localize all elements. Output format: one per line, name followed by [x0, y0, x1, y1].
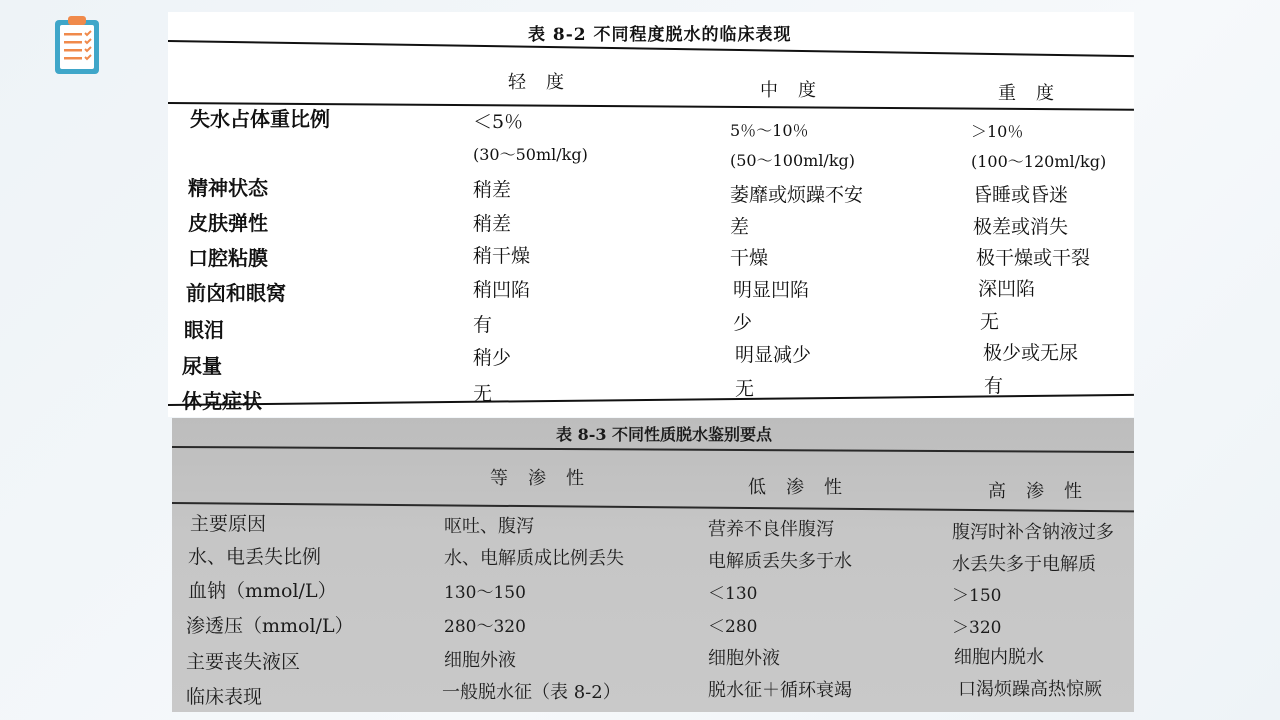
- table-cell: 有: [984, 375, 1004, 397]
- row-label: 尿量: [182, 354, 222, 378]
- table-8-2-sheet: [168, 12, 1134, 417]
- table-cell: 萎靡或烦躁不安: [730, 184, 864, 206]
- row-label: 前囟和眼窝: [186, 281, 286, 305]
- table-cell: 昏睡或昏迷: [973, 184, 1069, 206]
- row-label: 休克症状: [182, 389, 262, 413]
- table-cell: 细胞外液: [444, 650, 516, 671]
- table-cell: 稍少: [473, 347, 512, 369]
- table-cell: ＞10％: [971, 122, 1024, 141]
- table-cell: 腹泻时补含钠液过多: [952, 522, 1114, 543]
- table-cell: ＜5％: [473, 111, 524, 133]
- table-cell: 稍干燥: [473, 245, 531, 267]
- table-cell: 明显凹陷: [733, 279, 810, 301]
- table-caption: 表 8-3 不同性质脱水鉴别要点: [556, 425, 773, 444]
- table-cell: 极少或无尿: [983, 342, 1079, 364]
- table-cell: 有: [473, 314, 493, 336]
- table-cell: 水、电解质成比例丢失: [444, 548, 624, 569]
- table-cell: ＞150: [952, 586, 1002, 606]
- table-cell: 无: [473, 383, 493, 405]
- table-cell: 稍凹陷: [473, 279, 531, 301]
- column-header: 轻 度: [508, 72, 565, 93]
- row-label: 临床表现: [186, 686, 263, 708]
- table-cell: 干燥: [730, 247, 769, 269]
- table-cell: (30～50ml/kg): [473, 145, 588, 164]
- table-cell: (100～120ml/kg): [971, 152, 1107, 171]
- table-cell: 5％～10％: [730, 121, 809, 140]
- table-cell: (50～100ml/kg): [730, 151, 856, 170]
- table-caption: 表 8-2 不同程度脱水的临床表现: [528, 25, 792, 45]
- table-cell: 一般脱水征（表 8-2）: [442, 682, 621, 703]
- row-label: 精神状态: [188, 176, 268, 200]
- row-label: 口腔粘膜: [188, 246, 268, 270]
- table-cell: 明显减少: [735, 344, 812, 366]
- row-label: 皮肤弹性: [188, 211, 268, 235]
- table-cell: 口渴烦躁高热惊厥: [958, 679, 1102, 700]
- table-rule: [172, 446, 1134, 453]
- row-label: 血钠（mmol/L）: [188, 580, 337, 602]
- table-cell: 细胞外液: [708, 648, 780, 669]
- table-cell: 极差或消失: [973, 216, 1069, 238]
- table-rule: [172, 502, 1134, 512]
- table-cell: 130～150: [444, 583, 526, 603]
- table-cell: 280～320: [444, 617, 526, 637]
- column-header: 重 度: [998, 83, 1055, 104]
- column-header: 低 渗 性: [748, 477, 843, 498]
- table-cell: ＞320: [952, 618, 1002, 638]
- table-cell: 深凹陷: [978, 278, 1036, 300]
- column-header: 等 渗 性: [490, 468, 585, 489]
- row-label: 眼泪: [184, 318, 224, 342]
- column-header: 中 度: [760, 80, 817, 101]
- row-label: 失水占体重比例: [190, 107, 330, 131]
- column-header: 高 渗 性: [988, 481, 1083, 502]
- table-cell: 极干燥或干裂: [976, 247, 1091, 269]
- table-cell: 脱水征＋循环衰竭: [708, 680, 852, 701]
- table-cell: 营养不良伴腹泻: [708, 519, 834, 540]
- clipboard-checklist-icon: [53, 14, 101, 76]
- table-cell: 水丢失多于电解质: [952, 554, 1096, 575]
- table-cell: 少: [733, 312, 753, 334]
- table-cell: 稍差: [473, 179, 512, 201]
- table-cell: 呕吐、腹泻: [444, 516, 534, 537]
- table-cell: 细胞内脱水: [954, 647, 1044, 668]
- table-cell: 电解质丢失多于水: [708, 551, 852, 572]
- row-label: 主要丧失液区: [186, 651, 301, 673]
- row-label: 水、电丢失比例: [188, 546, 322, 568]
- table-cell: ＜130: [708, 584, 758, 604]
- table-cell: 无: [980, 311, 1000, 333]
- table-8-3-sheet: [172, 418, 1134, 712]
- table-cell: 差: [730, 216, 750, 238]
- table-cell: 稍差: [473, 213, 512, 235]
- row-label: 渗透压（mmol/L）: [186, 615, 354, 637]
- table-cell: 无: [735, 378, 755, 400]
- table-cell: ＜280: [708, 617, 758, 637]
- row-label: 主要原因: [190, 513, 267, 535]
